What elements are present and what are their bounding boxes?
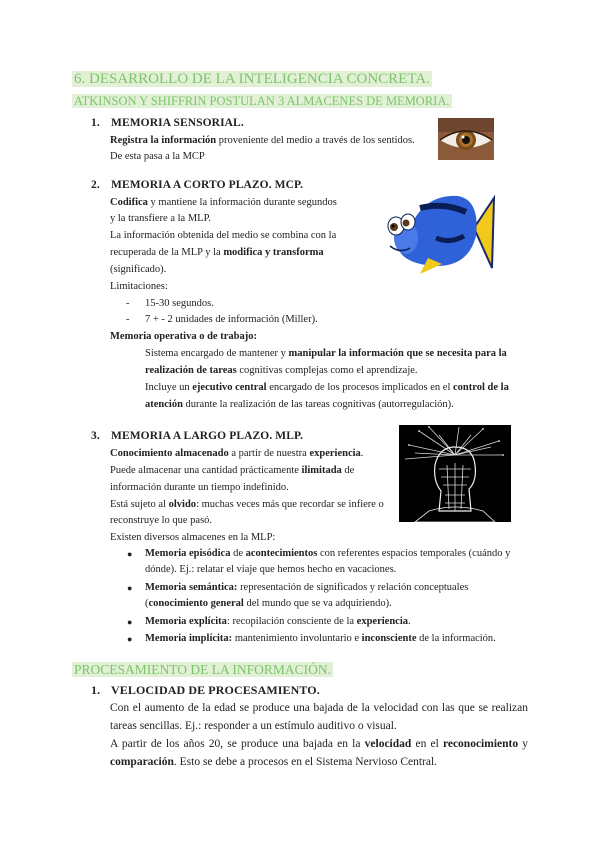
implicita-line: Memoria implícita: mantenimiento involuntario e inconsciente de la información. [145, 633, 496, 644]
corto-line-3: La información obtenida del medio se combina con la [110, 230, 337, 241]
semantica-line-2: (conocimiento general del mundo que se va adquiriendo). [145, 598, 392, 609]
section-heading-corto: 2. MEMORIA A CORTO PLAZO. MCP. [91, 179, 304, 191]
semantica-line-1: Memoria semántica: representación de significados y relación conceptuales [145, 582, 469, 593]
bullet-marker: ● [127, 549, 133, 559]
explicita-line: Memoria explícita: recopilación consciente de la experiencia. [145, 616, 411, 627]
velocidad-heading: 1. VELOCIDAD DE PROCESAMIENTO. [91, 683, 320, 697]
largo-line-4: Está sujeto al olvido: muchas veces más que recordar se infiere o [110, 499, 384, 510]
episodica-line-2: dónde). Ej.: relatar el viaje que hemos hecho en vacaciones. [145, 564, 397, 575]
largo-line-5: reconstruye lo que pasó. [110, 515, 213, 526]
procesamiento-line-4: comparación. Esto se debe a procesos en el Sistema Nervioso Central. [110, 756, 438, 768]
section-heading-sensorial: 1. MEMORIA SENSORIAL. [91, 117, 244, 129]
dash-marker: - [126, 314, 130, 325]
episodica-line-1: Memoria episódica de acontecimientos con referentes espacios temporales (cuándo y [145, 548, 511, 559]
corto-line-1: Codifica y mantiene la información durante segundos [110, 197, 337, 208]
limitation-item: 15-30 segundos. [145, 298, 214, 309]
operativa-heading: Memoria operativa o de trabajo: [110, 331, 257, 342]
corto-line-5: (significado). [110, 264, 167, 275]
sensorial-line-2: De esta pasa a la MCP [110, 151, 205, 162]
procesamiento-line-2: tareas sencillas. Ej.: responder a un estímulo auditivo o visual. [110, 720, 397, 732]
fish-image [380, 188, 496, 278]
operativa-line-3: Incluye un ejecutivo central encargado de los procesos implicados en el control de la [145, 382, 509, 393]
largo-line-1: Conocimiento almacenado a partir de nuestra experiencia. [110, 448, 364, 459]
corto-line-2: y la transfiere a la MLP. [110, 213, 211, 224]
bullet-marker: ● [127, 583, 133, 593]
head-illustration [399, 425, 511, 522]
procesamiento-line-3: A partir de los años 20, se produce una bajada en la velocidad en el reconocimiento y [110, 738, 529, 750]
bullet-marker: ● [127, 617, 133, 627]
operativa-line-2: realización de tareas cognitivas complejas como el aprendizaje. [145, 365, 418, 376]
operativa-line-4: atención durante la realización de las tareas cognitivas (autorregulación). [145, 399, 454, 410]
page-subtitle: ATKINSON Y SHIFFRIN POSTULAN 3 ALMACENES DE MEMORIA. [74, 94, 450, 108]
corto-line-6: Limitaciones: [110, 281, 168, 292]
procesamiento-line-1: Con el aumento de la edad se produce una bajada de la velocidad con las que se realizan [110, 702, 528, 714]
sensorial-line-1: Registra la información proveniente del medio a través de los sentidos. [110, 135, 415, 146]
largo-line-2: Puede almacenar una cantidad prácticamente ilimitada de [110, 465, 355, 476]
dash-marker: - [126, 298, 130, 309]
section-heading-largo: 3. MEMORIA A LARGO PLAZO. MLP. [91, 430, 304, 442]
largo-line-6: Existen diversos almacenes en la MLP: [110, 532, 276, 543]
procesamiento-heading: PROCESAMIENTO DE LA INFORMACIÓN. [74, 662, 332, 677]
page-title: 6. DESARROLLO DE LA INTELIGENCIA CONCRETA. [74, 71, 430, 87]
eye-image [438, 118, 494, 160]
largo-line-3: información durante un tiempo indefinido. [110, 482, 289, 493]
bullet-marker: ● [127, 634, 133, 644]
operativa-line-1: Sistema encargado de mantener y manipular la información que se necesita para la [145, 348, 507, 359]
limitation-item: 7 + - 2 unidades de información (Miller). [145, 314, 318, 325]
corto-line-4: recuperada de la MLP y la modifica y transforma [110, 247, 324, 258]
